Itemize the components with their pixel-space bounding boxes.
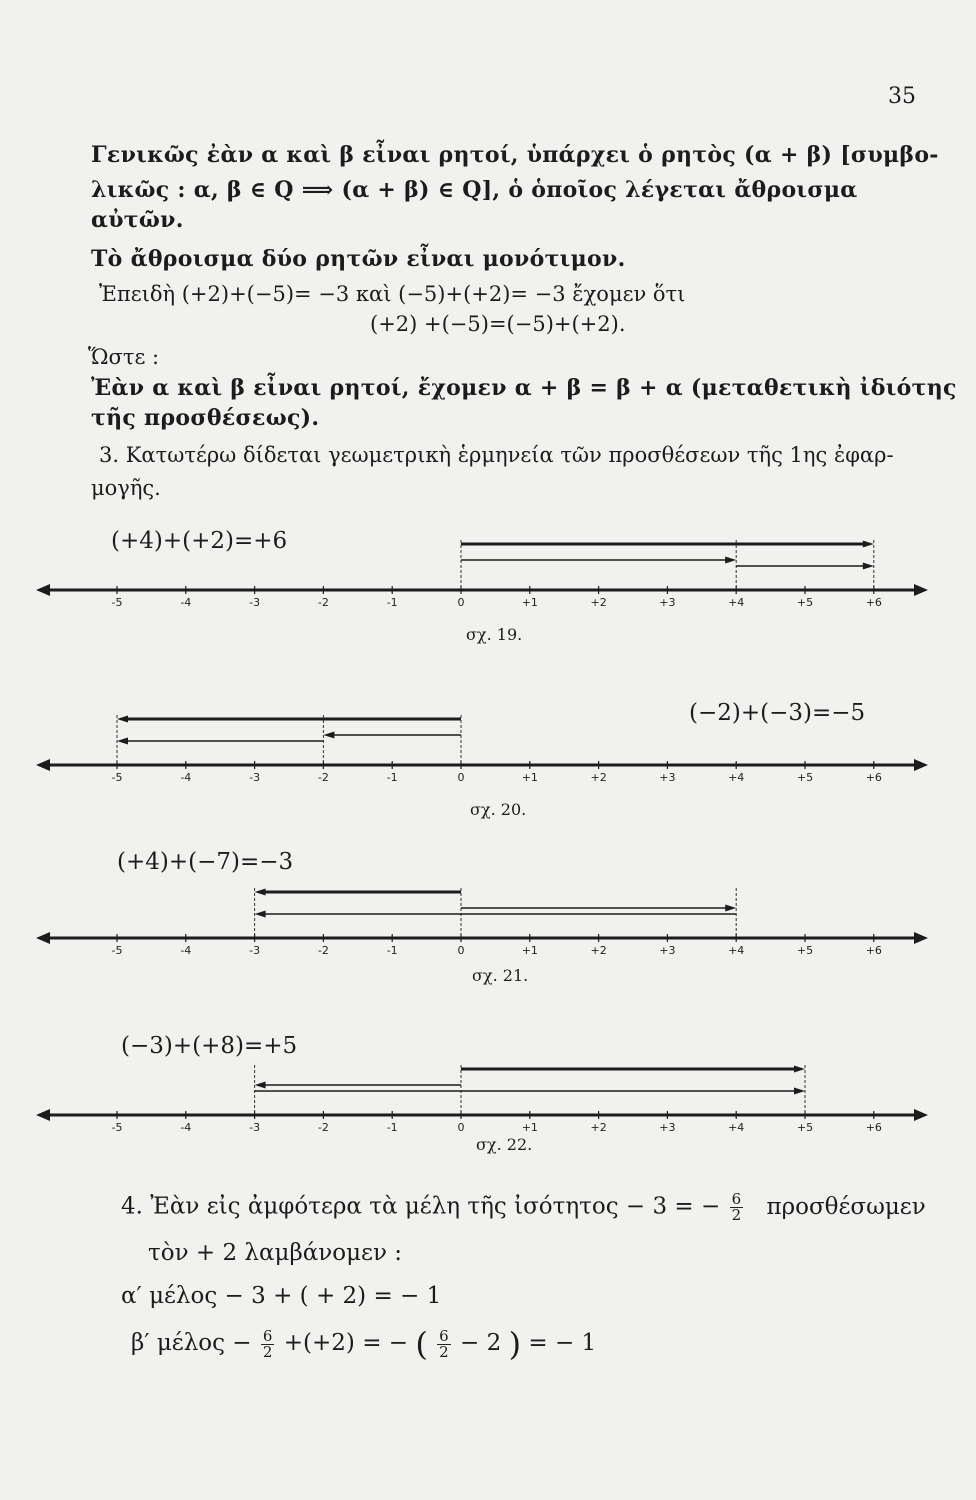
second-term-vector-head-icon: [863, 563, 874, 570]
tick-label: -5: [111, 944, 123, 957]
paragraph-5-line-2: τὸν + 2 λαμβάνομεν :: [148, 1240, 403, 1266]
tick-label: +3: [659, 596, 676, 609]
second-term-vector-head-icon: [255, 911, 266, 918]
tick-label: +4: [728, 771, 745, 784]
paragraph-2-line-1: Τὸ ἄθροισμα δύο ρητῶν εἶναι μονότιμον.: [91, 246, 626, 272]
tick-label: +6: [865, 771, 882, 784]
second-term-vector-head-icon: [117, 738, 128, 745]
beta-middle: +(+2) = −: [283, 1330, 409, 1356]
beta-fraction-2: [437, 1326, 451, 1361]
beta-inner-end: − 2: [460, 1330, 502, 1356]
tick-label: +3: [659, 771, 676, 784]
number-line-right-arrow-icon: [914, 584, 928, 596]
tick-label: -1: [386, 596, 398, 609]
beta-fraction-2-numerator: 6: [439, 1326, 449, 1345]
figure-21-caption: σχ. 21.: [472, 966, 529, 985]
number-line-left-arrow-icon: [36, 1109, 50, 1121]
figure-21-diagram: [0, 878, 976, 958]
first-term-vector-head-icon: [323, 732, 334, 739]
tick-label: +1: [521, 596, 538, 609]
paragraph-1-line-3: αὐτῶν.: [91, 207, 184, 233]
tick-label: +5: [796, 944, 814, 957]
alpha-member-line: α′ μέλος − 3 + ( + 2) = − 1: [121, 1283, 442, 1309]
paragraph-4-line-2: μογῆς.: [91, 476, 161, 500]
tick-label: -1: [386, 771, 398, 784]
tick-label: +1: [521, 944, 538, 957]
fraction-numerator: 6: [731, 1190, 742, 1208]
number-line-left-arrow-icon: [36, 759, 50, 771]
tick-label: -4: [180, 1121, 192, 1134]
paragraph-5-line-1-end: προσθέσωμεν: [766, 1193, 926, 1220]
figure-20-equation: (−2)+(−3)=−5: [689, 700, 866, 726]
tick-label: -2: [317, 771, 329, 784]
left-paren-icon: (: [415, 1325, 428, 1363]
number-line-left-arrow-icon: [36, 584, 50, 596]
tick-label: +4: [728, 944, 745, 957]
first-term-vector-head-icon: [725, 557, 736, 564]
tick-label: -2: [317, 596, 329, 609]
sum-vector-head-icon: [794, 1066, 805, 1073]
number-line-left-arrow-icon: [36, 932, 50, 944]
tick-label: -4: [180, 771, 192, 784]
paragraph-5-line-1-start: 4. Ἐὰν εἰς ἀμφότερα τὰ μέλη τῆς ἰσότητος − 3 = −: [121, 1193, 721, 1220]
tick-label: -1: [386, 944, 398, 957]
figure-20-diagram: [0, 705, 976, 785]
first-term-vector-head-icon: [255, 1082, 266, 1089]
fraction-denominator: 2: [731, 1206, 742, 1224]
figure-21-equation: (+4)+(−7)=−3: [117, 849, 294, 875]
tick-label: -5: [111, 596, 123, 609]
number-line-right-arrow-icon: [914, 932, 928, 944]
sum-vector-head-icon: [863, 541, 874, 548]
sum-vector-head-icon: [255, 889, 266, 896]
tick-label: -1: [386, 1121, 398, 1134]
figure-19-caption: σχ. 19.: [466, 625, 523, 644]
figure-19-equation: (+4)+(+2)=+6: [111, 528, 288, 554]
paragraph-3-line-1: Ὥστε :: [88, 345, 160, 369]
number-line-right-arrow-icon: [914, 759, 928, 771]
paragraph-3-line-2: Ἐὰν α καὶ β εἶναι ρητοί, ἔχομεν α + β = β + α (μεταθετικὴ ἰδιότης: [91, 375, 957, 401]
tick-label: 0: [457, 771, 465, 784]
beta-label: β′ μέλος −: [131, 1330, 252, 1356]
figure-19-diagram: [0, 530, 976, 610]
tick-label: -3: [249, 771, 261, 784]
sum-vector-head-icon: [117, 716, 128, 723]
tick-label: 0: [457, 596, 465, 609]
tick-label: -3: [249, 596, 261, 609]
first-term-vector-head-icon: [725, 905, 736, 912]
tick-label: +4: [728, 1121, 745, 1134]
tick-label: -2: [317, 1121, 329, 1134]
tick-label: +3: [659, 1121, 676, 1134]
tick-label: +2: [590, 596, 607, 609]
tick-label: +4: [728, 596, 745, 609]
right-paren-icon: ): [508, 1325, 522, 1363]
fraction-six-halves: [730, 1192, 744, 1223]
tick-label: -2: [317, 944, 329, 957]
tick-label: +2: [590, 944, 607, 957]
tick-label: -3: [249, 1121, 261, 1134]
tick-label: -4: [180, 944, 192, 957]
page-number: 35: [888, 84, 916, 109]
tick-label: +6: [865, 596, 882, 609]
tick-label: +1: [521, 1121, 538, 1134]
tick-label: -5: [111, 1121, 123, 1134]
beta-result: = − 1: [528, 1330, 597, 1356]
tick-label: +2: [590, 1121, 607, 1134]
paragraph-2-line-3: (+2) +(−5)=(−5)+(+2).: [370, 312, 626, 336]
paragraph-1-line-1: Γενικῶς ἐὰν α καὶ β εἶναι ρητοί, ὑπάρχει ὁ ρητὸς (α + β) [συμβο-: [91, 142, 939, 168]
beta-fraction-1-numerator: 6: [262, 1326, 273, 1345]
number-line-right-arrow-icon: [914, 1109, 928, 1121]
tick-label: 0: [457, 944, 465, 957]
paragraph-2-line-2: Ἐπειδὴ (+2)+(−5)= −3 καὶ (−5)+(+2)= −3 ἔχομεν ὅτι: [99, 282, 686, 306]
paragraph-1-line-2: λικῶς : α, β ∈ Q ⟹ (α + β) ∈ Q], ὁ ὁποῖος λέγεται ἄθροισμα: [91, 177, 858, 203]
beta-fraction-1: [261, 1326, 275, 1361]
tick-label: +3: [659, 944, 676, 957]
tick-label: -3: [249, 944, 261, 957]
beta-fraction-2-denominator: 2: [439, 1342, 449, 1361]
tick-label: +2: [590, 771, 607, 784]
tick-label: -5: [111, 771, 123, 784]
tick-label: +5: [796, 771, 814, 784]
paragraph-3-line-3: τῆς προσθέσεως).: [91, 405, 320, 431]
beta-member-line: [131, 1325, 596, 1363]
tick-label: +5: [796, 596, 814, 609]
figure-22-equation: (−3)+(+8)=+5: [121, 1033, 298, 1059]
tick-label: -4: [180, 596, 192, 609]
tick-label: +6: [865, 944, 882, 957]
tick-label: 0: [457, 1121, 465, 1134]
tick-label: +1: [521, 771, 538, 784]
second-term-vector-head-icon: [794, 1088, 805, 1095]
figure-20-caption: σχ. 20.: [470, 800, 527, 819]
paragraph-5-line-1: [121, 1192, 926, 1223]
beta-fraction-1-denominator: 2: [262, 1342, 273, 1361]
figure-22-diagram: [0, 1055, 976, 1135]
tick-label: +6: [865, 1121, 882, 1134]
figure-22-caption: σχ. 22.: [476, 1135, 533, 1154]
tick-label: +5: [796, 1121, 814, 1134]
paragraph-4-line-1: 3. Κατωτέρω δίδεται γεωμετρικὴ ἑρμηνεία τῶν προσθέσεων τῆς 1ης ἐφαρ-: [99, 443, 894, 467]
